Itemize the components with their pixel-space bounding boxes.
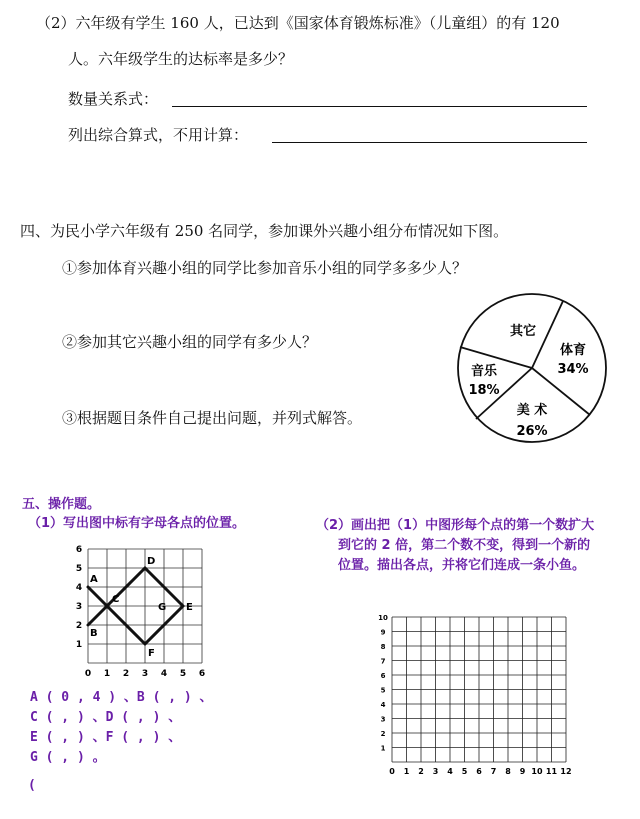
grid2-x-tick: 7 [490, 767, 497, 776]
answer-row-4[interactable]: G ( , ) 。 [30, 750, 106, 765]
grid1-y-tick: 3 [75, 602, 83, 612]
grid2-x-tick: 0 [389, 767, 395, 776]
pie-value-sport: 34% [557, 362, 589, 377]
relation-answer-line[interactable] [172, 106, 587, 107]
grid2-y-tick: 9 [380, 628, 386, 637]
q4-sub3: ③根据题目条件自己提出问题，并列式解答。 [62, 409, 363, 427]
q5-part1: （1）写出图中标有字母各点的位置。 [28, 516, 246, 531]
q5-part2-line1: （2）画出把（1）中图形每个点的第一个数扩大 [316, 518, 595, 533]
relation-label: 数量关系式： [68, 90, 159, 108]
grid1-y-tick: 5 [75, 564, 83, 574]
grid2-x-tick: 1 [403, 767, 410, 776]
grid2-y-tick: 6 [380, 672, 386, 680]
grid2-x-tick: 3 [432, 767, 439, 776]
q4-sub1: ①参加体育兴趣小组的同学比参加音乐小组的同学多多少人？ [62, 259, 468, 277]
formula-label: 列出综合算式，不用计算： [68, 126, 249, 144]
q5-part2-line2: 到它的 2 倍，第二个数不变，得到一个新的 [338, 538, 591, 553]
grid1-y-tick: 2 [75, 621, 83, 631]
point-label-b: B [90, 628, 98, 639]
grid2-x-tick: 8 [505, 767, 511, 776]
grid1-y-tick: 1 [75, 640, 83, 650]
grid2-y-tick: 3 [380, 715, 386, 724]
grid1-x-tick: 2 [122, 669, 130, 679]
grid2-y-tick: 2 [380, 730, 386, 738]
grid1-x-tick: 1 [103, 669, 111, 679]
grid2-x-tick: 4 [447, 767, 453, 776]
q4-sub2: ②参加其它兴趣小组的同学有多少人？ [62, 333, 318, 351]
q5-title: 五、操作题。 [22, 497, 101, 512]
grid2-x-tick: 11 [545, 767, 558, 776]
point-label-c: C [112, 594, 120, 605]
grid2-y-tick: 1 [380, 744, 386, 753]
pie-label-art: 美 术 [516, 403, 548, 418]
formula-answer-line[interactable] [272, 142, 587, 143]
answer-row-2[interactable]: C ( , ) 、D ( , ) 、 [30, 710, 182, 725]
point-label-e: E [186, 602, 193, 613]
grid2-y-tick: 7 [380, 657, 386, 666]
q2-line2: 人。六年级学生的达标率是多少？ [68, 50, 294, 68]
pie-label-sport: 体育 [559, 343, 587, 358]
trailing-paren: ( [28, 778, 36, 793]
fish-outline-segment [88, 587, 107, 606]
grid2-x-tick: 2 [418, 767, 424, 776]
q4-title: 四、为民小学六年级有 250 名同学，参加课外兴趣小组分布情况如下图。 [20, 222, 509, 240]
point-label-g: G [158, 602, 167, 613]
grid2-x-tick: 6 [476, 767, 482, 776]
grid1-x-tick: 3 [141, 669, 149, 679]
point-label-d: D [147, 556, 156, 567]
answer-row-1[interactable]: A ( 0 , 4 ) 、B ( , ) 、 [30, 690, 213, 705]
q2-line1: （2）六年级有学生 160 人，已达到《国家体育锻炼标准》（儿童组）的有 120 [36, 14, 560, 32]
pie-label-music: 音乐 [470, 364, 498, 379]
grid1-x-tick: 0 [84, 669, 92, 679]
grid1-x-tick: 5 [179, 669, 187, 679]
grid2-y-tick: 5 [380, 686, 386, 695]
coordinate-grid-blank[interactable] [366, 600, 586, 782]
grid1-x-tick: 6 [198, 669, 206, 679]
grid1-y-tick: 4 [75, 583, 83, 593]
answer-row-3[interactable]: E ( , ) 、F ( , ) 、 [30, 730, 182, 745]
grid2-y-tick: 4 [380, 701, 386, 709]
grid2-y-tick: 8 [380, 643, 386, 651]
point-label-f: F [148, 648, 155, 659]
coordinate-grid-figure [66, 540, 216, 685]
grid1-y-tick: 6 [75, 545, 83, 555]
q5-part2-line3: 位置。描出各点，并将它们连成一条小鱼。 [338, 558, 586, 573]
fish-outline-segment [88, 606, 107, 625]
pie-value-art: 26% [516, 424, 548, 439]
pie-label-other: 其它 [509, 324, 537, 339]
point-label-a: A [90, 574, 98, 585]
pie-value-music: 18% [468, 383, 500, 398]
grid2-y-tick: 10 [378, 614, 388, 622]
grid2-x-tick: 12 [560, 767, 572, 776]
grid2-x-tick: 9 [519, 767, 526, 776]
grid2-x-tick: 10 [531, 767, 543, 776]
pie-chart [450, 285, 610, 455]
grid1-x-tick: 4 [160, 669, 168, 679]
grid2-x-tick: 5 [461, 767, 468, 776]
